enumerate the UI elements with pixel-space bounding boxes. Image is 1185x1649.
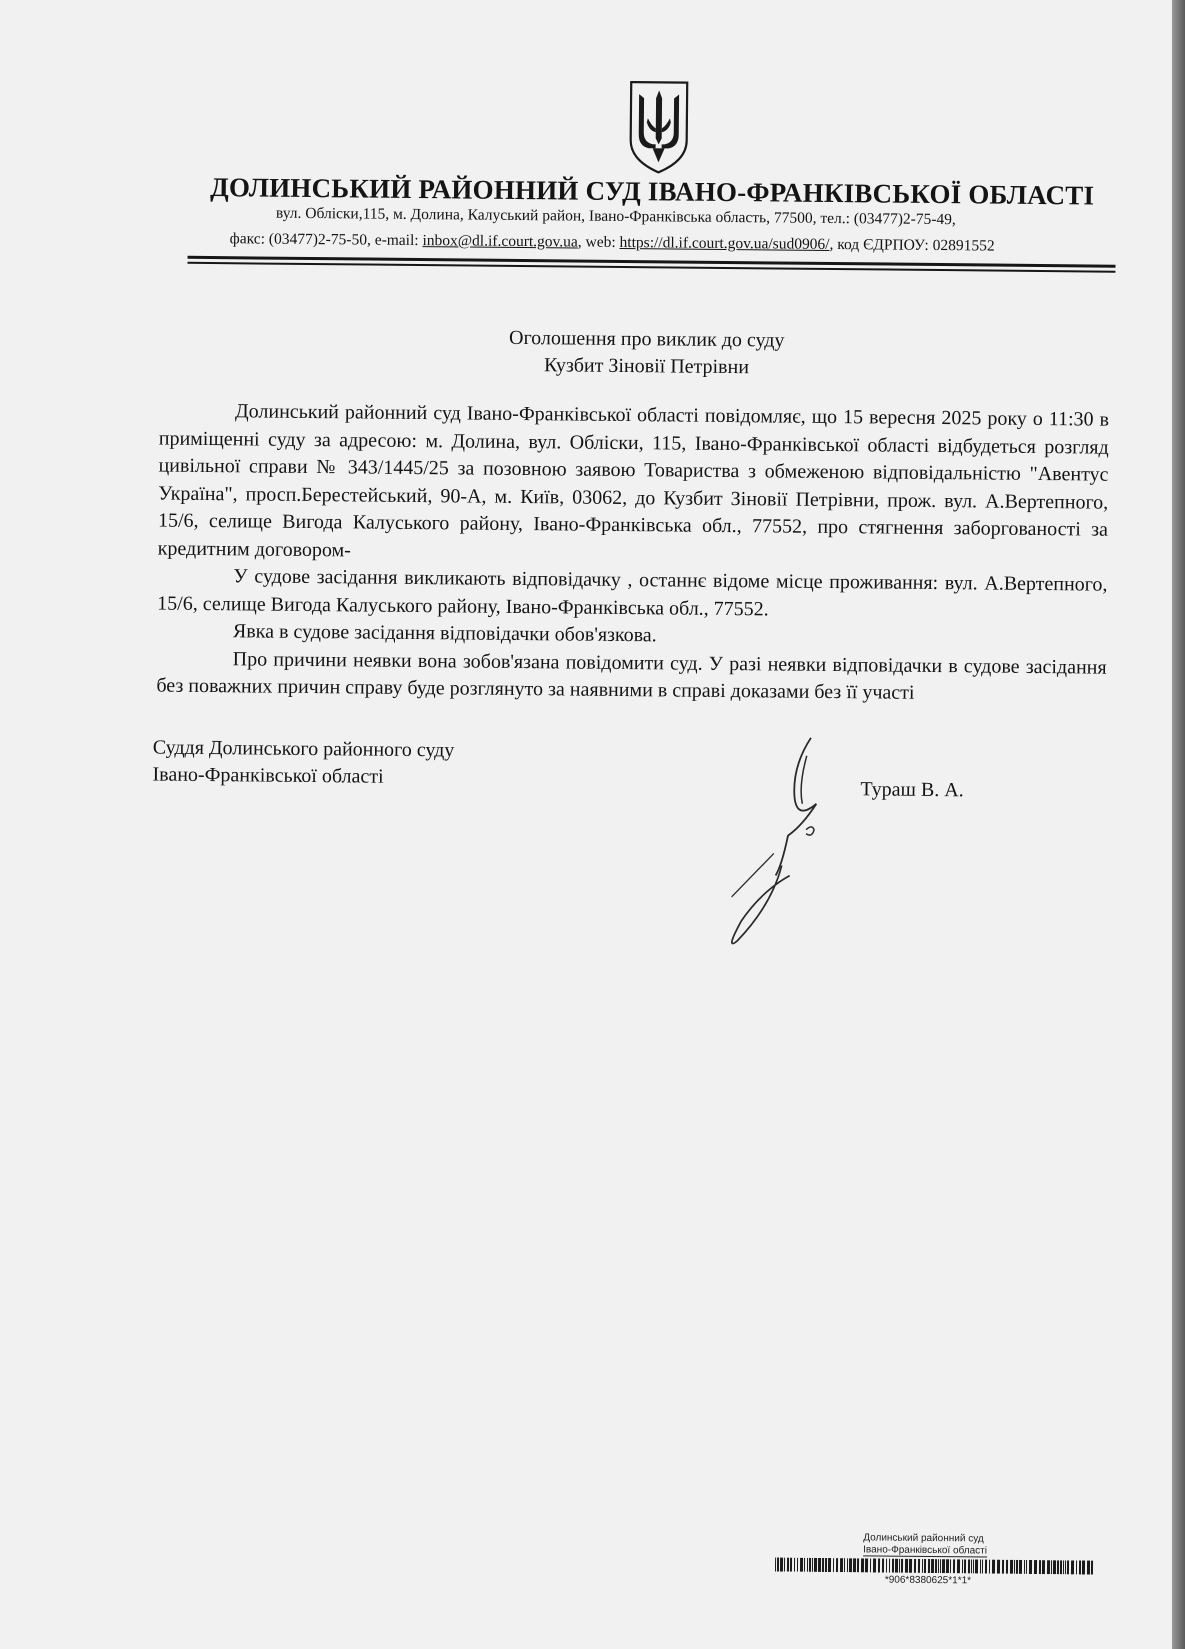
barcode-bar [1047,1560,1050,1574]
barcode-bar [997,1560,1000,1574]
barcode-bar [828,1558,831,1572]
barcode-bar [940,1559,941,1573]
barcode-bar [1053,1560,1056,1574]
barcode-bar [975,1559,978,1573]
barcode-bar [924,1559,926,1573]
barcode [775,1558,1095,1575]
barcode-bar [1067,1560,1069,1574]
barcode-bar [853,1558,856,1572]
barcode-bar [931,1559,934,1573]
barcode-number: *906*8380625*1*1* [884,1574,972,1587]
barcode-bar [1010,1560,1013,1574]
barcode-bar [909,1559,912,1573]
barcode-bar [780,1558,783,1572]
barcode-bar [964,1559,966,1573]
barcode-bar [794,1558,795,1572]
barcode-bar [1019,1560,1022,1574]
barcode-bar [1029,1560,1032,1574]
barcode-bar [942,1559,945,1573]
barcode-bar [1024,1560,1025,1574]
barcode-bar [914,1559,916,1573]
judge-title-line2: Івано-Франківської області [152,763,384,788]
barcode-bar [809,1558,811,1572]
barcode-bar [847,1558,848,1572]
judge-title-line1: Суддя Долинського районного суду [152,736,455,762]
barcode-bar [901,1559,903,1573]
court-address: вул. Обліски,115, м. Долина, Калуський район, Івано-Франківська область, 77500, тел.: (03477)2-75-49, [275,204,956,229]
barcode-bar [938,1559,939,1573]
barcode-bar [797,1558,798,1572]
barcode-bar [1063,1560,1064,1574]
barcode-bar [1057,1560,1059,1574]
barcode-bar [818,1558,821,1572]
barcode-bar [1051,1560,1052,1574]
judge-name: Тураш В. А. [860,778,964,802]
barcode-bar [886,1559,887,1573]
barcode-bar [905,1559,908,1573]
paragraph-summons: У судове засідання викликають відповідачку , останнє відоме місце проживання: вул. А.Вертепного, 15/6, селище Вигода Калуського району, Івано-Франківська обл., 77552. [157,565,1108,620]
barcode-bar [946,1559,949,1573]
barcode-bar [971,1559,972,1573]
barcode-bar [1014,1560,1015,1574]
stamp-region: Івано-Франківської області [863,1544,988,1557]
barcode-bar [1076,1560,1077,1574]
barcode-bar [1026,1560,1027,1574]
barcode-bar [992,1560,995,1574]
barcode-bar [922,1559,923,1573]
barcode-bar [784,1558,785,1572]
barcode-bar [1065,1560,1066,1574]
barcode-bar [825,1558,827,1572]
website-link[interactable]: https://dl.if.court.gov.ua/sud0906/ [619,233,830,253]
notice-body [156,398,1109,710]
barcode-bar [804,1558,805,1572]
court-name: ДОЛИНСЬКИЙ РАЙОННИЙ СУД ІВАНО-ФРАНКІВСЬКОЇ ОБЛАСТІ [210,172,1095,211]
barcode-bar [982,1559,983,1573]
barcode-bar [957,1559,960,1573]
barcode-bar [849,1558,852,1572]
email-link[interactable]: inbox@dl.if.court.gov.ua [422,232,578,251]
barcode-bar [777,1558,779,1572]
barcode-bar [985,1560,987,1574]
barcode-bar [814,1558,817,1572]
barcode-bar [861,1558,864,1572]
barcode-bar [989,1560,990,1574]
handwritten-signature [731,725,853,956]
fax-label: факс: (03477)2-75-50, e-mail: [229,230,423,250]
barcode-bar [787,1558,789,1572]
registry-stamp [775,1532,1095,1587]
barcode-bar [775,1558,776,1572]
barcode-bar [1091,1561,1093,1575]
barcode-bar [865,1558,868,1572]
barcode-bar [968,1559,970,1573]
barcode-bar [1060,1560,1062,1574]
scan-edge [1172,0,1185,1649]
barcode-bar [1082,1560,1085,1574]
barcode-bar [895,1559,898,1573]
barcode-bar [807,1558,808,1572]
barcode-bar [1006,1560,1008,1574]
barcode-bar [1034,1560,1037,1574]
paragraph-absence: Про причини неявки вона зобов'язана повідомити суд. У разі неявки відповідачки в судове засідання без поважних причин справу буде розглянуто за наявними в справі доказами без її участі [156,647,1107,704]
barcode-bar [918,1559,920,1573]
barcode-bar [950,1559,951,1573]
barcode-bar [878,1559,880,1573]
barcode-bar [1071,1560,1074,1574]
notice-subtitle: Кузбит Зіновії Петрівни [543,354,750,379]
barcode-bar [870,1558,871,1572]
barcode-bar [873,1558,876,1572]
barcode-bar [857,1558,859,1572]
notice-title: Оголошення про виклик до суду [508,326,785,352]
edrpou-code: , код ЄДРПОУ: 02891552 [829,235,995,255]
barcode-bar [1002,1560,1004,1574]
barcode-bar [1016,1560,1018,1574]
barcode-bar [800,1558,803,1572]
paragraph-hearing: Долинський районний суд Івано-Франківської області повідомляє, що 15 вересня 2025 року о 11:30 в приміщенні суду за адресою: м. Долина, вул. Обліски, 115, Івано-Франківської області відбудеться розгляд цивільної справи № 343/1445/25 за позовною заявою Товариства з обмеженою відповідальністю "Авентус Україна", просп.Берестейський, 90-А, м. Київ, 03062, до Кузбит Зіновії Петрівни, прож. вул. А.Вертепного, 15/6, селище Вигода Калуського району, Івано-Франківська обл., 77552, про стягнення заборгованості за кредитним договором- [157,400,1110,561]
trident-emblem-icon [626,78,691,177]
barcode-bar [790,1558,792,1572]
barcode-bar [1079,1560,1081,1574]
paragraph-attendance: Явка в судове засідання відповідачки обов'язкова. [232,620,657,647]
web-label: , web: [577,233,620,251]
barcode-bar [822,1558,824,1572]
barcode-bar [928,1559,930,1573]
barcode-bar [892,1559,894,1573]
court-contacts [230,230,995,255]
barcode-bar [844,1558,845,1572]
barcode-bar [1042,1560,1045,1574]
barcode-bar [836,1558,838,1572]
barcode-bar [1039,1560,1041,1574]
barcode-bar [1087,1561,1090,1575]
barcode-bar [962,1559,963,1573]
barcode-bar [953,1559,955,1573]
barcode-bar [812,1558,813,1572]
barcode-bar [889,1559,890,1573]
barcode-bar [973,1559,974,1573]
barcode-bar [840,1558,843,1572]
barcode-bar [882,1559,884,1573]
barcode-bar [935,1559,937,1573]
judge-title [152,735,454,792]
stamp-court-name: Долинський районний суд [863,1532,984,1545]
barcode-bar [833,1558,834,1572]
barcode-bar [899,1559,900,1573]
barcode-bar [980,1559,981,1573]
